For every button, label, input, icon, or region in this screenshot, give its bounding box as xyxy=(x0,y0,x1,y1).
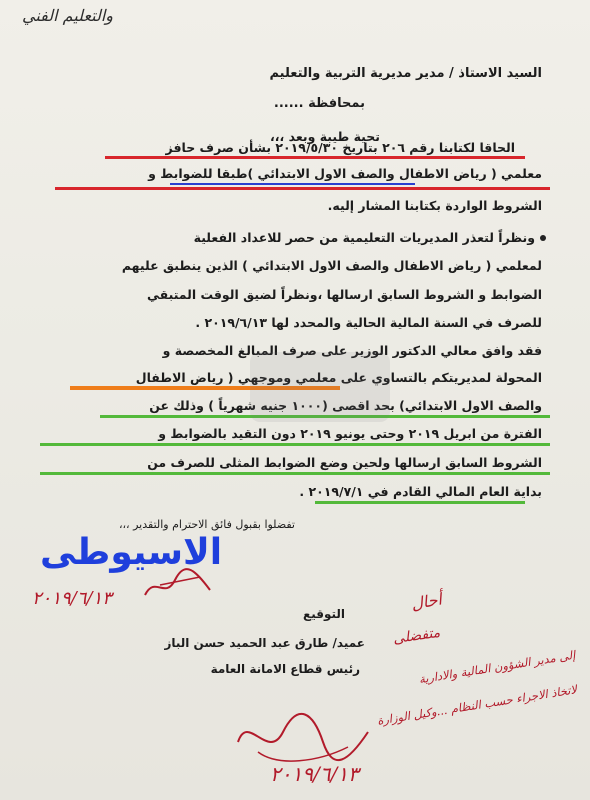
signature-label: التوقيع xyxy=(303,607,345,621)
paragraph-line: الضوابط و الشروط السابق ارسالها ،ونظراً لضيق الوقت المتبقي xyxy=(146,287,542,302)
paragraph-line: فقد وافق معالي الدكتور الوزير على صرف المبالغ المخصصة و xyxy=(162,343,542,358)
recipient-governorate: بمحافظة ...... xyxy=(273,96,365,111)
paragraph-line: ونظراً لتعذر المديريات التعليمية من حصر للاعداد الفعلية xyxy=(193,230,535,245)
handwritten-note: متفضلى xyxy=(391,624,441,648)
paragraph-line: الشروط السابق ارسالها ولحين وضع الضوابط المثلى للصرف من xyxy=(147,455,542,470)
bullet-icon xyxy=(540,235,546,241)
greeting: تحية طيبة وبعد ،،، xyxy=(270,129,380,144)
green-underline xyxy=(40,443,550,446)
closing-line: تفضلوا بقبول فائق الاحترام والتقدير ،،، xyxy=(118,518,295,531)
signatory-name: عميد/ طارق عبد الحميد حسن الباز xyxy=(164,636,365,650)
signatory-title: رئيس قطاع الامانة العامة xyxy=(210,662,360,676)
paragraph-line: المحولة لمديريتكم بالتساوي على معلمي وموجهي ( رياض الاطفال xyxy=(135,370,542,385)
green-underline xyxy=(40,472,550,475)
handwritten-note: أحال xyxy=(409,589,444,614)
paragraph-line: لمعلمي ( رياض الاطفال والصف الاول الابتدائي ) الذين ينطبق عليهم xyxy=(121,258,542,273)
handwritten-date: ٢٠١٩/٦/١٣ xyxy=(270,762,359,786)
paragraph-line: للصرف في السنة المالية الحالية والمحدد لها ٢٠١٩/٦/١٣ . xyxy=(195,315,542,330)
recipient-line: السيد الاستاذ / مدير مديرية التربية والتعليم xyxy=(269,66,542,81)
stamp-overlay: الاسيوطى xyxy=(40,532,223,573)
paragraph-line: الشروط الواردة بكتابنا المشار إليه. xyxy=(327,198,542,213)
paragraph-line: الحاقا لكتابنا رقم ٢٠٦ بتاريخ ٢٠١٩/٥/٣٠ بشأن صرف حافز xyxy=(165,140,515,155)
green-underline xyxy=(315,501,525,504)
paragraph-line: بداية العام المالي القادم في ٢٠١٩/٧/١ . xyxy=(299,484,542,499)
handwritten-note: لاتخاذ الاجراء حسب النظام ...وكيل الوزارة xyxy=(376,682,578,728)
paragraph-line: والصف الاول الابتدائي) بحد اقصى (١٠٠٠ جنيه شهرياً ) وذلك عن xyxy=(149,398,542,413)
paragraph-line: معلمي ( رياض الاطفال والصف الاول الابتدائي )طبقا للضوابط و xyxy=(148,166,542,181)
red-underline xyxy=(105,156,525,159)
department-header: والتعليم الفني xyxy=(22,6,114,25)
blue-underline xyxy=(170,183,415,185)
red-underline xyxy=(55,187,550,190)
watermark-logo xyxy=(250,352,390,422)
paragraph-line: الفترة من ابريل ٢٠١٩ وحتى يونيو ٢٠١٩ دون التقيد بالضوابط و xyxy=(158,426,542,441)
handwritten-signature-icon xyxy=(140,565,220,605)
handwritten-date: ٢٠١٩/٦/١٣ xyxy=(32,588,112,609)
handwritten-note: إلى مدير الشؤون المالية والادارية xyxy=(417,647,577,687)
